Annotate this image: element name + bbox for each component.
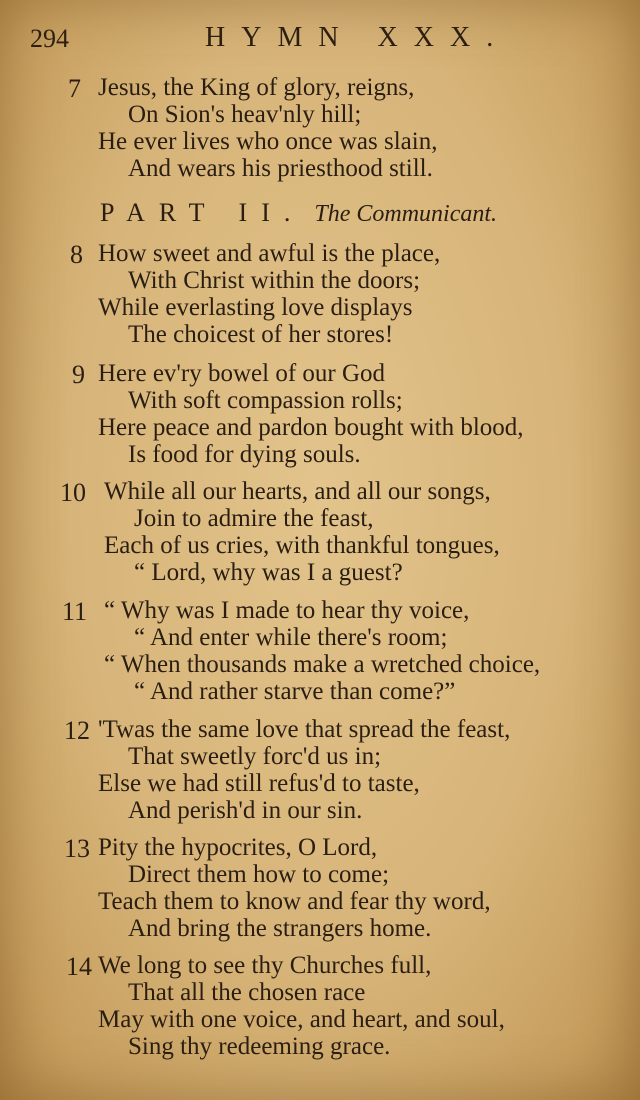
verse-line: On Sion's heav'nly hill;	[128, 101, 362, 128]
running-title: HYMN XXX.	[205, 22, 510, 53]
verse-line: Pity the hypocrites, O Lord,	[98, 834, 378, 861]
verse-line: We long to see thy Churches full,	[98, 952, 432, 979]
verse-line: May with one voice, and heart, and soul,	[98, 1006, 505, 1033]
verse-line: Teach them to know and fear thy word,	[98, 888, 491, 915]
stanza-number: 13	[64, 834, 90, 863]
verse-line: Here ev'ry bowel of our God	[98, 360, 386, 387]
verse-line: 'Twas the same love that spread the feast,	[98, 716, 511, 743]
page-header	[0, 20, 640, 60]
verse-line: That all the chosen race	[128, 979, 366, 1006]
verse-line: “ And rather starve than come?”	[134, 678, 456, 705]
verse-line: Each of us cries, with thankful tongues,	[104, 532, 500, 559]
stanza-number: 8	[70, 240, 83, 269]
verse-line: That sweetly forc'd us in;	[128, 743, 382, 770]
verse-line: How sweet and awful is the place,	[98, 240, 441, 267]
stanza	[0, 74, 640, 186]
part-label: PART II.	[100, 198, 305, 227]
verse-line: Join to admire the feast,	[134, 505, 374, 532]
verse-line: And bring the strangers home.	[128, 915, 432, 942]
verse-line: And wears his priesthood still.	[128, 155, 433, 182]
verse-line: With Christ within the doors;	[128, 267, 421, 294]
verse-line: “ When thousands make a wretched choice,	[104, 651, 541, 678]
verse-line: The choicest of her stores!	[128, 321, 394, 348]
stanza	[0, 716, 640, 828]
verse-line: And perish'd in our sin.	[128, 797, 363, 824]
stanza	[0, 597, 640, 709]
verse-line: While everlasting love displays	[98, 294, 413, 321]
stanza-number: 14	[66, 952, 92, 981]
verse-line: Else we had still refus'd to taste,	[98, 770, 420, 797]
stanza	[0, 240, 640, 352]
part-heading	[100, 198, 600, 228]
stanza	[0, 478, 640, 590]
stanza-number: 9	[72, 360, 85, 389]
verse-line: With soft compassion rolls;	[128, 387, 403, 414]
verse-line: While all our hearts, and all our songs,	[104, 478, 491, 505]
stanza	[0, 834, 640, 946]
verse-line: Is food for dying souls.	[128, 441, 361, 468]
stanza-number: 12	[64, 716, 90, 745]
stanza	[0, 952, 640, 1064]
verse-line: Here peace and pardon bought with blood,	[98, 414, 524, 441]
page-number: 294	[30, 24, 69, 53]
stanza	[0, 360, 640, 472]
verse-line: Jesus, the King of glory, reigns,	[98, 74, 415, 101]
stanza-number: 11	[62, 597, 88, 626]
verse-line: “ Why was I made to hear thy voice,	[104, 597, 470, 624]
verse-line: He ever lives who once was slain,	[98, 128, 438, 155]
verse-line: Sing thy redeeming grace.	[128, 1033, 391, 1060]
verse-line: Direct them how to come;	[128, 861, 390, 888]
verse-line: “ Lord, why was I a guest?	[134, 559, 403, 586]
verse-line: “ And enter while there's room;	[134, 624, 448, 651]
stanza-number: 10	[60, 478, 86, 507]
stanza-number: 7	[68, 74, 81, 103]
part-subtitle: The Communicant.	[314, 201, 498, 227]
